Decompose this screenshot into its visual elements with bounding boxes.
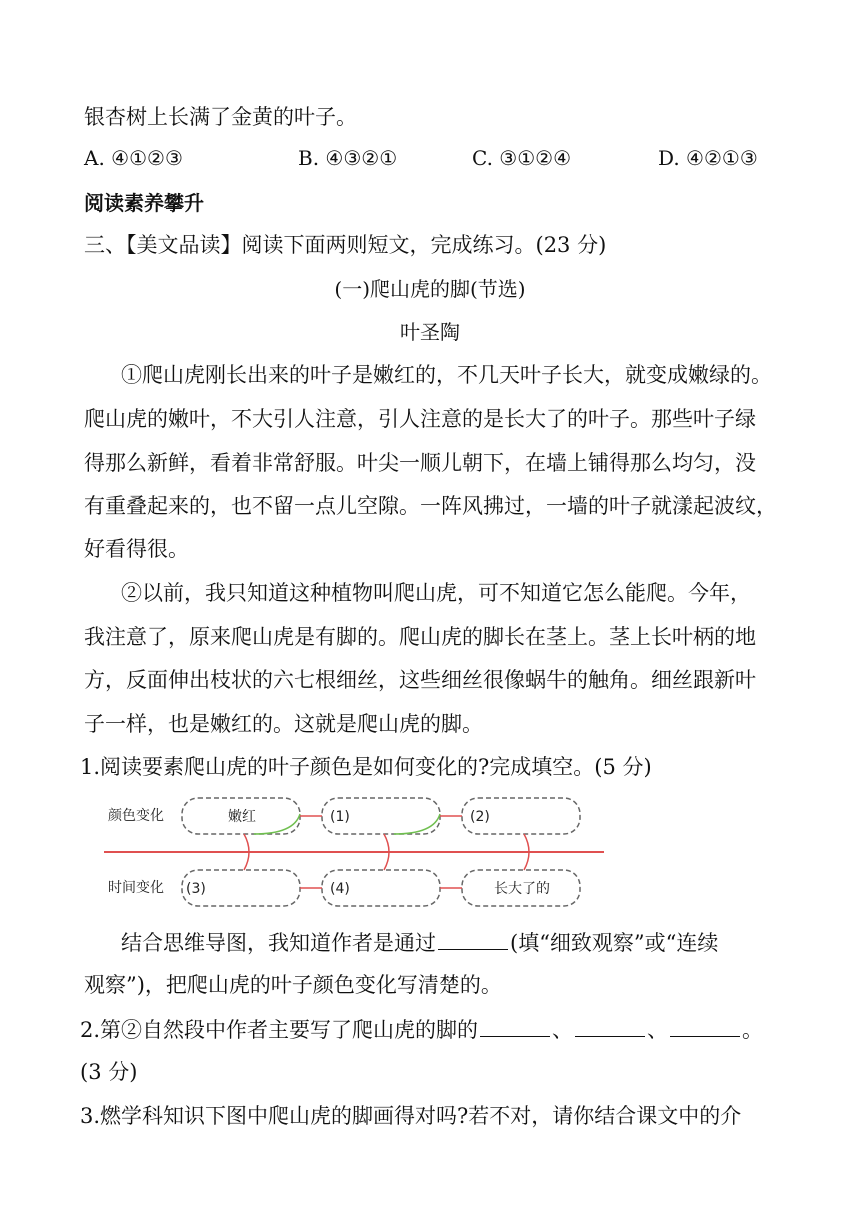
para1-line: 好看得很。 xyxy=(84,537,189,561)
q2-sep: 、 xyxy=(552,1018,574,1042)
question-3: 3.燃学科知识下图中爬山虎的脚画得对吗?若不对，请你结合课文中的介 xyxy=(80,1104,742,1128)
q2-end: 。 xyxy=(742,1018,764,1042)
q2-text: 2.第②自然段中作者主要写了爬山虎的脚的 xyxy=(80,1018,479,1042)
para1-line: 爬山虎的嫩叶，不大引人注意，引人注意的是长大了的叶子。那些叶子绿 xyxy=(84,407,756,431)
mindmap-box-top-1-text: 嫩红 xyxy=(228,809,256,825)
section-heading: 阅读素养攀升 xyxy=(84,191,204,215)
q1-follow-text-a: 结合思维导图，我知道作者是通过 xyxy=(121,931,436,955)
option-d: D. ④②①③ xyxy=(658,146,758,170)
answer-blank[interactable] xyxy=(438,929,508,950)
para2-line: 我注意了，原来爬山虎是有脚的。爬山虎的脚长在茎上。茎上长叶柄的地 xyxy=(84,625,756,649)
q2-sep: 、 xyxy=(647,1018,669,1042)
answer-blank[interactable] xyxy=(480,1016,550,1037)
question-1: 1.阅读要素爬山虎的叶子颜色是如何变化的?完成填空。(5 分) xyxy=(80,755,652,779)
passage-author: 叶圣陶 xyxy=(400,320,460,344)
option-c: C. ③①②④ xyxy=(472,146,572,170)
mindmap-box-bottom-2-text: (4) xyxy=(330,881,350,897)
intro-line: 银杏树上长满了金黄的叶子。 xyxy=(84,105,357,129)
para2-line: ②以前，我只知道这种植物叫爬山虎，可不知道它怎么能爬。今年， xyxy=(121,581,751,605)
mindmap-box-bottom-1-text: (3) xyxy=(186,881,206,897)
question-2 xyxy=(80,1016,763,1043)
q1-follow-line1 xyxy=(121,929,718,956)
answer-blank[interactable] xyxy=(670,1016,740,1037)
mindmap-box-bottom-3-text: 长大了的 xyxy=(494,881,550,897)
mindmap-box-top-2-text: (1) xyxy=(330,809,350,825)
para2-line: 方，反面伸出枝状的六七根细丝，这些细丝很像蜗牛的触角。细丝跟新叶 xyxy=(84,668,756,692)
para1-line: 得那么新鲜，看着非常舒服。叶尖一顺儿朝下，在墙上铺得那么均匀，没 xyxy=(84,451,756,475)
mindmap-row2-label: 时间变化 xyxy=(108,880,164,896)
q2-score: (3 分) xyxy=(80,1060,138,1084)
para1-line: ①爬山虎刚长出来的叶子是嫩红的，不几天叶子长大，就变成嫩绿的。 xyxy=(121,363,772,387)
q1-follow-line2: 观察”)，把爬山虎的叶子颜色变化写清楚的。 xyxy=(84,973,502,997)
passage-title: (一)爬山虎的脚(节选) xyxy=(334,277,526,301)
question3-intro: 三、【美文品读】阅读下面两则短文，完成练习。(23 分) xyxy=(84,233,607,257)
answer-blank[interactable] xyxy=(575,1016,645,1037)
mindmap-box-top-3-text: (2) xyxy=(470,809,490,825)
para2-line: 子一样，也是嫩红的。这就是爬山虎的脚。 xyxy=(84,712,483,736)
para1-line: 有重叠起来的，也不留一点儿空隙。一阵风拂过，一墙的叶子就漾起波纹， xyxy=(84,494,777,518)
q1-follow-text-b: (填“细致观察”或“连续 xyxy=(510,931,719,955)
mindmap-diagram xyxy=(104,786,604,916)
mindmap-row1-label: 颜色变化 xyxy=(108,808,164,824)
option-a: A. ④①②③ xyxy=(84,146,183,170)
option-b: B. ④③②① xyxy=(298,146,398,170)
